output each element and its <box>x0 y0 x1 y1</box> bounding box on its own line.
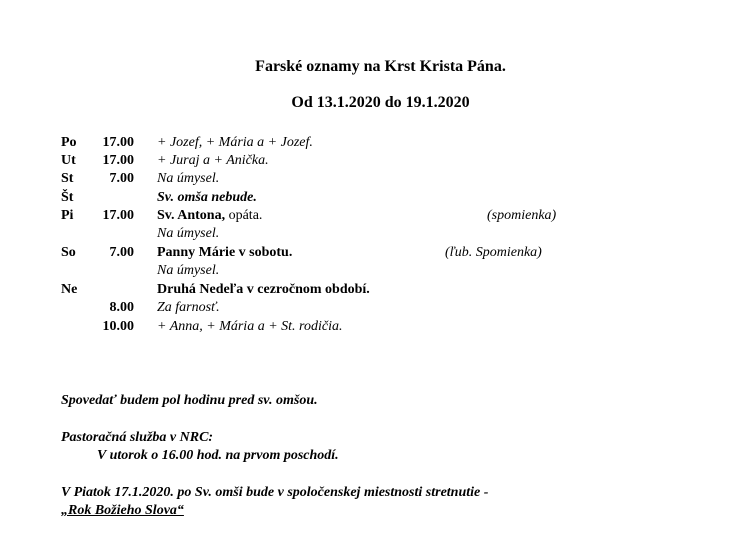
page-title: Farské oznamy na Krst Krista Pána. <box>255 58 506 75</box>
schedule-row <box>0 282 745 300</box>
schedule-intention-text: Panny Márie v sobotu. <box>157 245 293 260</box>
schedule-intention <box>157 282 370 298</box>
schedule-intention-text: Za farnosť. <box>157 300 220 315</box>
schedule-time: 8.00 <box>109 300 134 315</box>
schedule-intention-text: Na úmysel. <box>157 171 220 186</box>
schedule-intention-text: + Juraj a + Anička. <box>157 153 269 168</box>
schedule-day: St <box>61 171 74 186</box>
schedule-row <box>0 171 745 189</box>
schedule-day: Št <box>61 190 74 205</box>
pastoral-service-title: Pastoračná služba v NRC: <box>61 430 214 445</box>
date-range: Od 13.1.2020 do 19.1.2020 <box>291 94 470 111</box>
schedule-intention <box>157 319 342 335</box>
schedule-intention-text: Na úmysel. <box>157 263 220 278</box>
schedule-intention <box>157 226 219 242</box>
schedule-row <box>0 208 745 226</box>
schedule-intention <box>157 171 219 187</box>
friday-event-title: „Rok Božieho Slova“ <box>61 503 184 518</box>
schedule-intention <box>157 190 257 206</box>
schedule-row <box>0 245 745 263</box>
schedule-row <box>0 226 745 244</box>
schedule-intention <box>157 135 313 151</box>
schedule-intention <box>157 153 269 169</box>
schedule-time: 17.00 <box>102 208 134 223</box>
schedule-intention-text: Sv. omša nebude. <box>157 190 257 205</box>
schedule-row <box>0 263 745 281</box>
schedule-intention <box>157 263 219 279</box>
schedule-row <box>0 153 745 171</box>
schedule-intention <box>157 245 292 261</box>
pastoral-service-detail: V utorok o 16.00 hod. na prvom poschodí. <box>97 448 339 463</box>
schedule-intention-text: Druhá Nedeľa v cezročnom období. <box>157 282 370 297</box>
schedule-day: Pi <box>61 208 74 223</box>
schedule-intention-text: + Jozef, + Mária a + Jozef. <box>157 135 313 150</box>
schedule-intention-text: + Anna, + Mária a + St. rodičia. <box>157 319 343 334</box>
schedule-intention-text: opáta. <box>225 208 263 223</box>
schedule-intention-text: Sv. Antona, <box>157 208 226 223</box>
schedule-day: Po <box>61 135 77 150</box>
schedule-time: 7.00 <box>109 171 134 186</box>
schedule-row <box>0 135 745 153</box>
feast-rank-note: (spomienka) <box>487 208 557 223</box>
schedule-row <box>0 190 745 208</box>
schedule-day: Ut <box>61 153 76 168</box>
schedule-time: 17.00 <box>102 135 134 150</box>
feast-rank-note: (ľub. Spomienka) <box>445 245 542 260</box>
schedule-row <box>0 319 745 337</box>
schedule-day: Ne <box>61 282 78 297</box>
schedule-day: So <box>61 245 76 260</box>
schedule-row <box>0 300 745 318</box>
schedule-intention-text: Na úmysel. <box>157 226 220 241</box>
schedule-time: 10.00 <box>102 319 134 334</box>
friday-announcement: V Piatok 17.1.2020. po Sv. omši bude v spoločenskej miestnosti stretnutie - <box>61 485 489 500</box>
schedule-time: 17.00 <box>102 153 134 168</box>
schedule-time: 7.00 <box>109 245 134 260</box>
schedule-intention <box>157 208 262 224</box>
confession-note: Spovedať budem pol hodinu pred sv. omšou. <box>61 393 318 408</box>
schedule-intention <box>157 300 220 316</box>
